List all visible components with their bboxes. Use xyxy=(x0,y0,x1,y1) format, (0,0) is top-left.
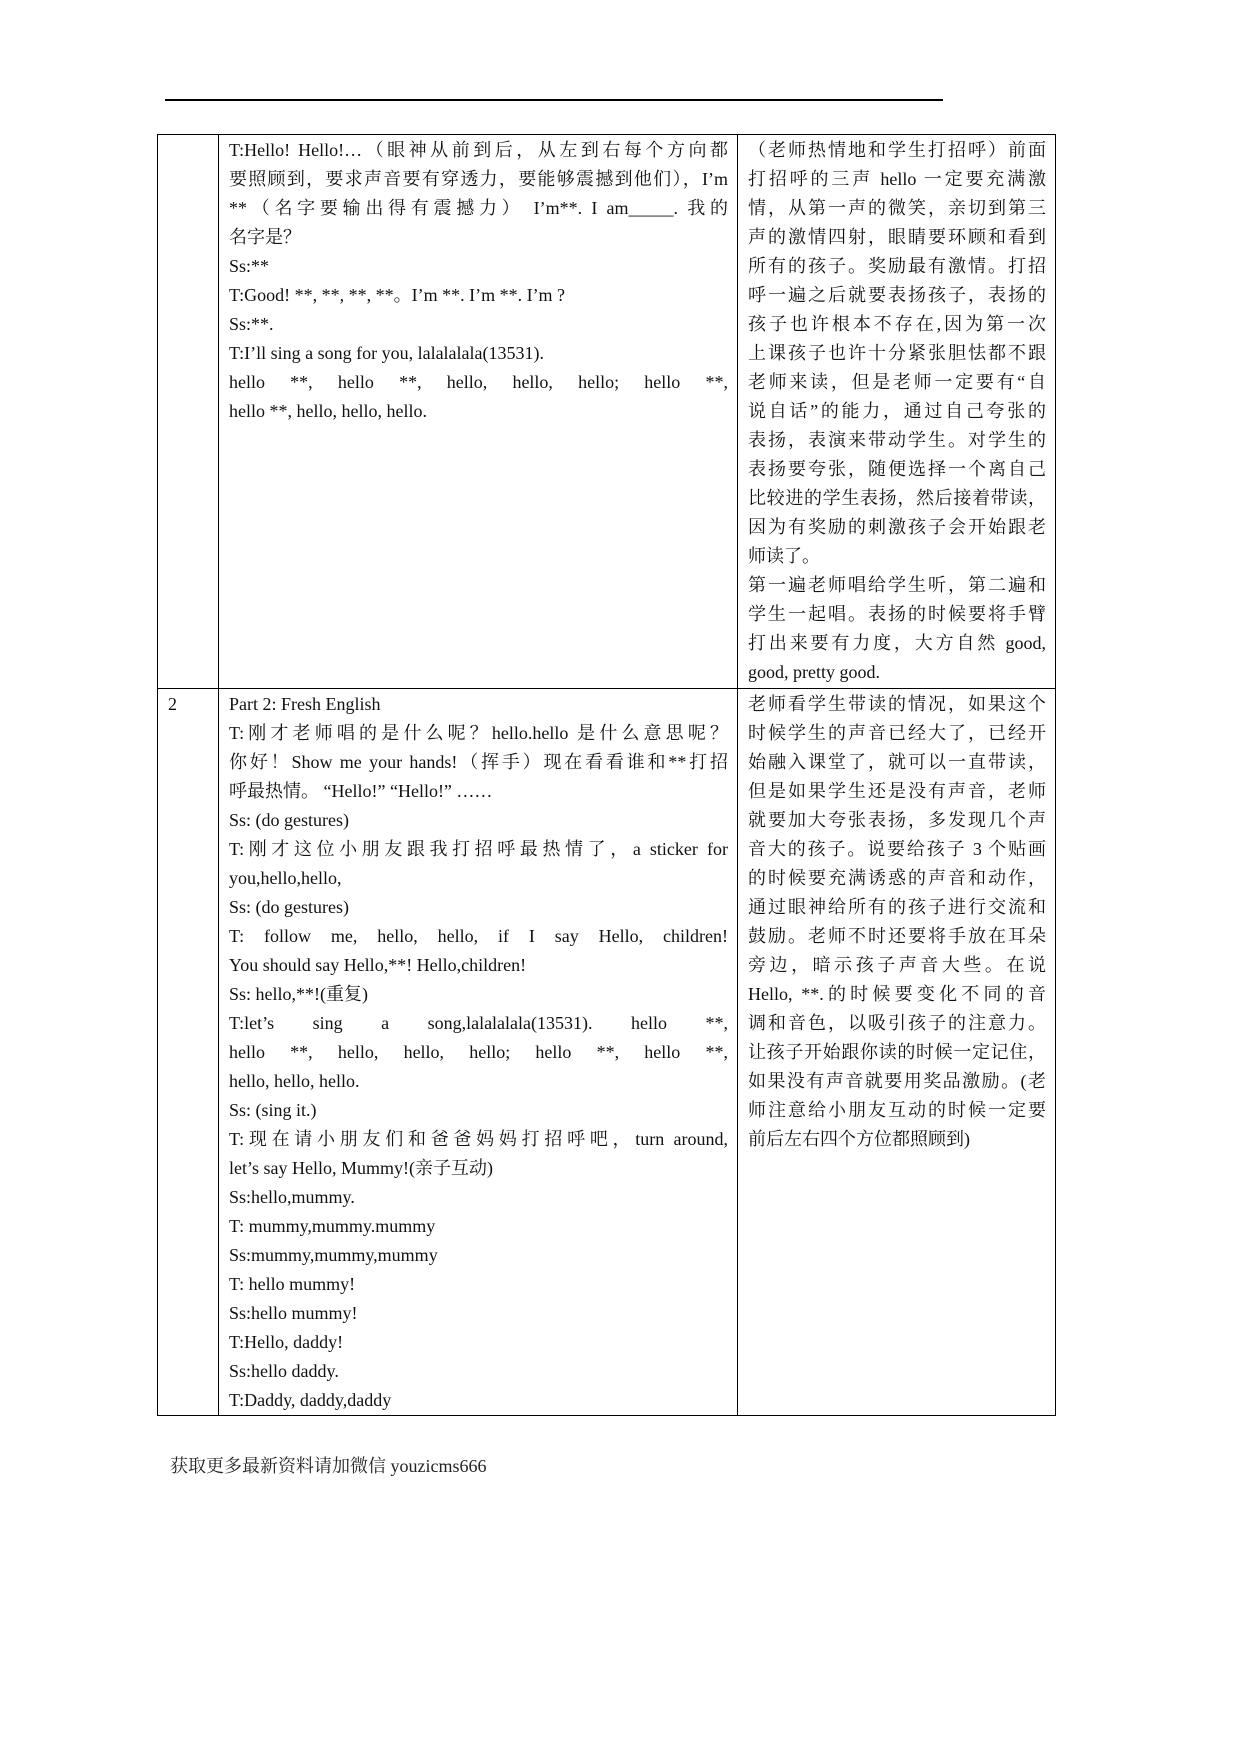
procedure-line: Ss: (sing it.) xyxy=(229,1100,317,1120)
procedure-line: Ss:**. xyxy=(229,314,274,334)
procedure-line: Ss: hello,**!(重复) xyxy=(229,984,368,1004)
table-row xyxy=(158,689,1056,1416)
procedure-line: Ss:hello,mummy. xyxy=(229,1187,355,1207)
lesson-plan-table xyxy=(157,134,1056,1416)
procedure-paragraph xyxy=(229,835,728,893)
procedure-line: 要照顾到，要求声音要有穿透力，要能够震撼到他们），I’m xyxy=(229,169,728,189)
notes-cell xyxy=(738,135,1056,689)
procedure-text xyxy=(229,690,728,1415)
header-rule xyxy=(165,99,943,101)
notes-line: 孩子也许根本不存在,因为第一次 xyxy=(748,314,1046,334)
procedure-line: Ss: (do gestures) xyxy=(229,810,349,830)
procedure-paragraph xyxy=(229,980,728,1009)
procedure-line: 呼最热情。 “Hello!” “Hello!” …… xyxy=(229,781,493,801)
procedure-line: T:现在请小朋友们和爸爸妈妈打招呼吧，turn around, xyxy=(229,1129,728,1149)
procedure-line: **（名字要输出得有震撼力） I’m**. I am_____. 我的 xyxy=(229,198,728,218)
notes-line: 声的激情四射，眼睛要环顾和看到 xyxy=(748,227,1046,247)
step-number: 2 xyxy=(168,694,177,714)
procedure-cell xyxy=(219,135,738,689)
notes-line: 所有的孩子。奖励最有激情。打招 xyxy=(748,256,1046,276)
procedure-paragraph xyxy=(229,1299,728,1328)
notes-cell xyxy=(738,689,1056,1416)
procedure-line: T:I’ll sing a song for you, lalalalala(13531). xyxy=(229,343,545,363)
notes-line: 但是如果学生还是没有声音，老师 xyxy=(748,781,1046,801)
procedure-line: T:刚才这位小朋友跟我打招呼最热情了，a sticker for xyxy=(229,839,728,859)
procedure-paragraph xyxy=(229,1357,728,1386)
procedure-paragraph xyxy=(229,310,728,339)
notes-line: 老师看学生带读的情况，如果这个 xyxy=(748,694,1046,714)
notes-line: 音大的孩子。说要给孩子 3 个贴画 xyxy=(748,839,1046,859)
procedure-line: T: mummy,mummy.mummy xyxy=(229,1216,436,1236)
notes-line: 上课孩子也许十分紧张胆怯都不跟 xyxy=(748,343,1046,363)
notes-line: 始融入课堂了，就可以一直带读， xyxy=(748,752,1046,772)
procedure-line: Ss:hello daddy. xyxy=(229,1361,339,1381)
procedure-paragraph xyxy=(229,922,728,980)
procedure-paragraph xyxy=(229,1328,728,1357)
notes-line: 如果没有声音就要用奖品激励。(老 xyxy=(748,1071,1046,1091)
notes-line: 学生一起唱。表扬的时候要将手臂 xyxy=(748,604,1046,624)
notes-line: 表扬要夸张，随便选择一个离自己 xyxy=(748,459,1046,479)
procedure-paragraph xyxy=(229,1270,728,1299)
procedure-line: hello, hello, hello. xyxy=(229,1071,360,1091)
notes-line: 师读了。 xyxy=(748,546,820,566)
notes-line: 呼一遍之后就要表扬孩子，表扬的 xyxy=(748,285,1046,305)
notes-paragraph xyxy=(748,136,1046,571)
procedure-line: T:Hello, daddy! xyxy=(229,1332,344,1352)
procedure-line: You should say Hello,**! Hello,children! xyxy=(229,955,527,975)
notes-line: 表扬，表演来带动学生。对学生的 xyxy=(748,430,1046,450)
procedure-line: T:Daddy, daddy,daddy xyxy=(229,1390,392,1410)
procedure-line: 你好！Show me your hands!（挥手）现在看看谁和**打招 xyxy=(229,752,728,772)
notes-line: （老师热情地和学生打招呼）前面 xyxy=(748,140,1046,160)
notes-line: 因为有奖励的刺激孩子会开始跟老 xyxy=(748,517,1046,537)
notes-line: good, pretty good. xyxy=(748,662,880,682)
notes-text xyxy=(748,690,1046,1154)
procedure-line: hello **, hello, hello, hello; hello **, hello **, xyxy=(229,1042,728,1062)
procedure-paragraph xyxy=(229,1009,728,1096)
procedure-paragraph xyxy=(229,1212,728,1241)
notes-line: 情，从第一声的微笑，亲切到第三 xyxy=(748,198,1046,218)
notes-line: 就要加大夸张表扬，多发现几个声 xyxy=(748,810,1046,830)
step-cell xyxy=(158,689,219,1416)
procedure-line: Ss:hello mummy! xyxy=(229,1303,358,1323)
procedure-line: T: hello mummy! xyxy=(229,1274,356,1294)
procedure-line: hello **, hello, hello, hello. xyxy=(229,401,427,421)
procedure-paragraph xyxy=(229,281,728,310)
notes-line: 前后左右四个方位都照顾到) xyxy=(748,1129,970,1149)
notes-line: 时候学生的声音已经大了，已经开 xyxy=(748,723,1046,743)
procedure-text xyxy=(229,136,728,426)
procedure-line: Part 2: Fresh English xyxy=(229,694,381,714)
procedure-line: 名字是？ xyxy=(229,227,301,247)
procedure-cell xyxy=(219,689,738,1416)
procedure-line: T: follow me, hello, hello, if I say Hello, children! xyxy=(229,926,728,946)
procedure-paragraph xyxy=(229,339,728,368)
procedure-line: T:let’s sing a song,lalalalala(13531). hello **, xyxy=(229,1013,728,1033)
notes-line: 的时候要充满诱惑的声音和动作， xyxy=(748,868,1046,888)
notes-line: 鼓励。老师不时还要将手放在耳朵 xyxy=(748,926,1046,946)
notes-line: 调和音色，以吸引孩子的注意力。 xyxy=(748,1013,1046,1033)
procedure-paragraph xyxy=(229,806,728,835)
procedure-line: you,hello,hello, xyxy=(229,868,342,888)
procedure-line: Ss:mummy,mummy,mummy xyxy=(229,1245,438,1265)
procedure-line: let’s say Hello, Mummy!(亲子互动) xyxy=(229,1158,493,1178)
procedure-paragraph xyxy=(229,252,728,281)
procedure-paragraph xyxy=(229,690,728,719)
notes-line: 让孩子开始跟你读的时候一定记住， xyxy=(748,1042,1046,1062)
notes-line: 老师来读，但是老师一定要有“自 xyxy=(748,372,1046,392)
step-cell xyxy=(158,135,219,689)
footer-text: 获取更多最新资料请加微信 youzicms666 xyxy=(170,1456,487,1476)
notes-line: 旁边，暗示孩子声音大些。在说 xyxy=(748,955,1046,975)
procedure-paragraph xyxy=(229,1386,728,1415)
notes-line: 第一遍老师唱给学生听，第二遍和 xyxy=(748,575,1046,595)
notes-line: 打出来要有力度，大方自然 good, xyxy=(748,633,1046,653)
table-row xyxy=(158,135,1056,689)
notes-text xyxy=(748,136,1046,687)
notes-line: 师注意给小朋友互动的时候一定要 xyxy=(748,1100,1046,1120)
procedure-line: T:刚才老师唱的是什么呢？hello.hello 是什么意思呢？ xyxy=(229,723,728,743)
notes-line: 通过眼神给所有的孩子进行交流和 xyxy=(748,897,1046,917)
procedure-paragraph xyxy=(229,1183,728,1212)
procedure-paragraph xyxy=(229,719,728,806)
notes-line: 比较进的学生表扬，然后接着带读， xyxy=(748,488,1046,508)
procedure-paragraph xyxy=(229,136,728,252)
notes-paragraph xyxy=(748,571,1046,687)
procedure-line: T:Hello! Hello!…（眼神从前到后，从左到右每个方向都 xyxy=(229,140,728,160)
notes-paragraph xyxy=(748,690,1046,1154)
notes-line: 打招呼的三声 hello 一定要充满激 xyxy=(748,169,1046,189)
notes-line: 说自话”的能力，通过自己夸张的 xyxy=(748,401,1046,421)
procedure-paragraph xyxy=(229,1125,728,1183)
procedure-paragraph xyxy=(229,893,728,922)
procedure-line: hello **, hello **, hello, hello, hello; hello **, xyxy=(229,372,728,392)
procedure-line: Ss: (do gestures) xyxy=(229,897,349,917)
procedure-line: T:Good! **, **, **, **。I’m **. I’m **. I’m ? xyxy=(229,285,566,305)
procedure-paragraph xyxy=(229,1241,728,1270)
procedure-line: Ss:** xyxy=(229,256,270,276)
procedure-paragraph xyxy=(229,1096,728,1125)
notes-line: Hello, **.的时候要变化不同的音 xyxy=(748,984,1046,1004)
procedure-paragraph xyxy=(229,368,728,426)
